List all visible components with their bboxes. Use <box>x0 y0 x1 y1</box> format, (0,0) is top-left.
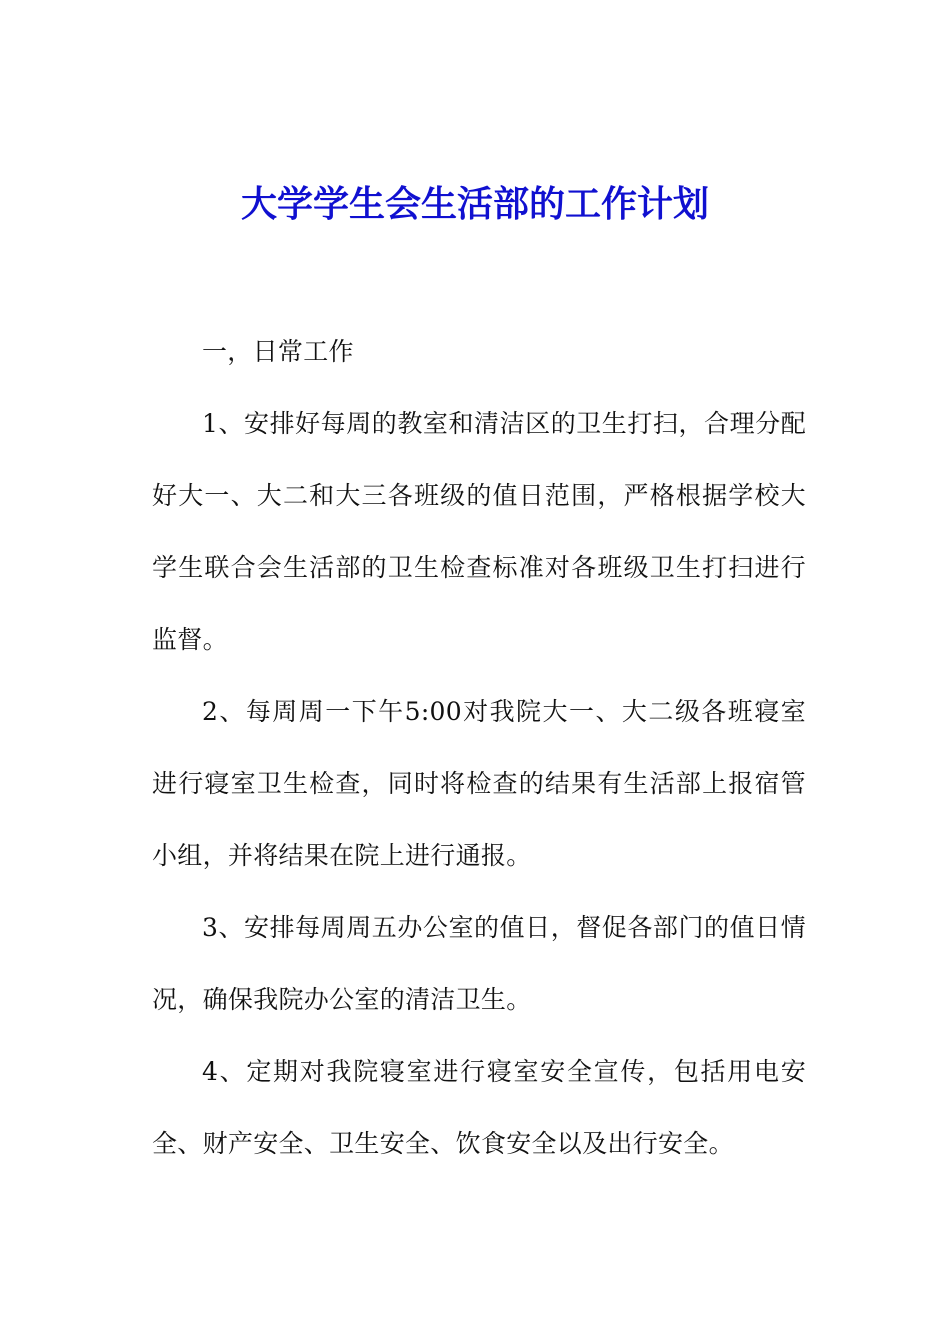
paragraph-item-3: 3、安排每周周五办公室的值日，督促各部门的值日情况，确保我院办公室的清洁卫生。 <box>152 913 806 1014</box>
paragraph-item-2: 2、每周周一下午5:00对我院大一、大二级各班寝室进行寝室卫生检查，同时将检查的结果有生活部上报宿管小组，并将结果在院上进行通报。 <box>152 697 806 870</box>
document-body <box>152 316 806 1180</box>
section-heading-daily-work: 一，日常工作 <box>202 337 354 366</box>
paragraph-item-4: 4、定期对我院寝室进行寝室安全宣传，包括用电安全、财产安全、卫生安全、饮食安全以及出行安全。 <box>152 1057 806 1158</box>
document-title: 大学学生会生活部的工作计划 <box>240 183 709 225</box>
paragraph-item-1: 1、安排好每周的教室和清洁区的卫生打扫，合理分配好大一、大二和大三各班级的值日范围，严格根据学校大学生联合会生活部的卫生检查标准对各班级卫生打扫进行监督。 <box>152 409 806 654</box>
